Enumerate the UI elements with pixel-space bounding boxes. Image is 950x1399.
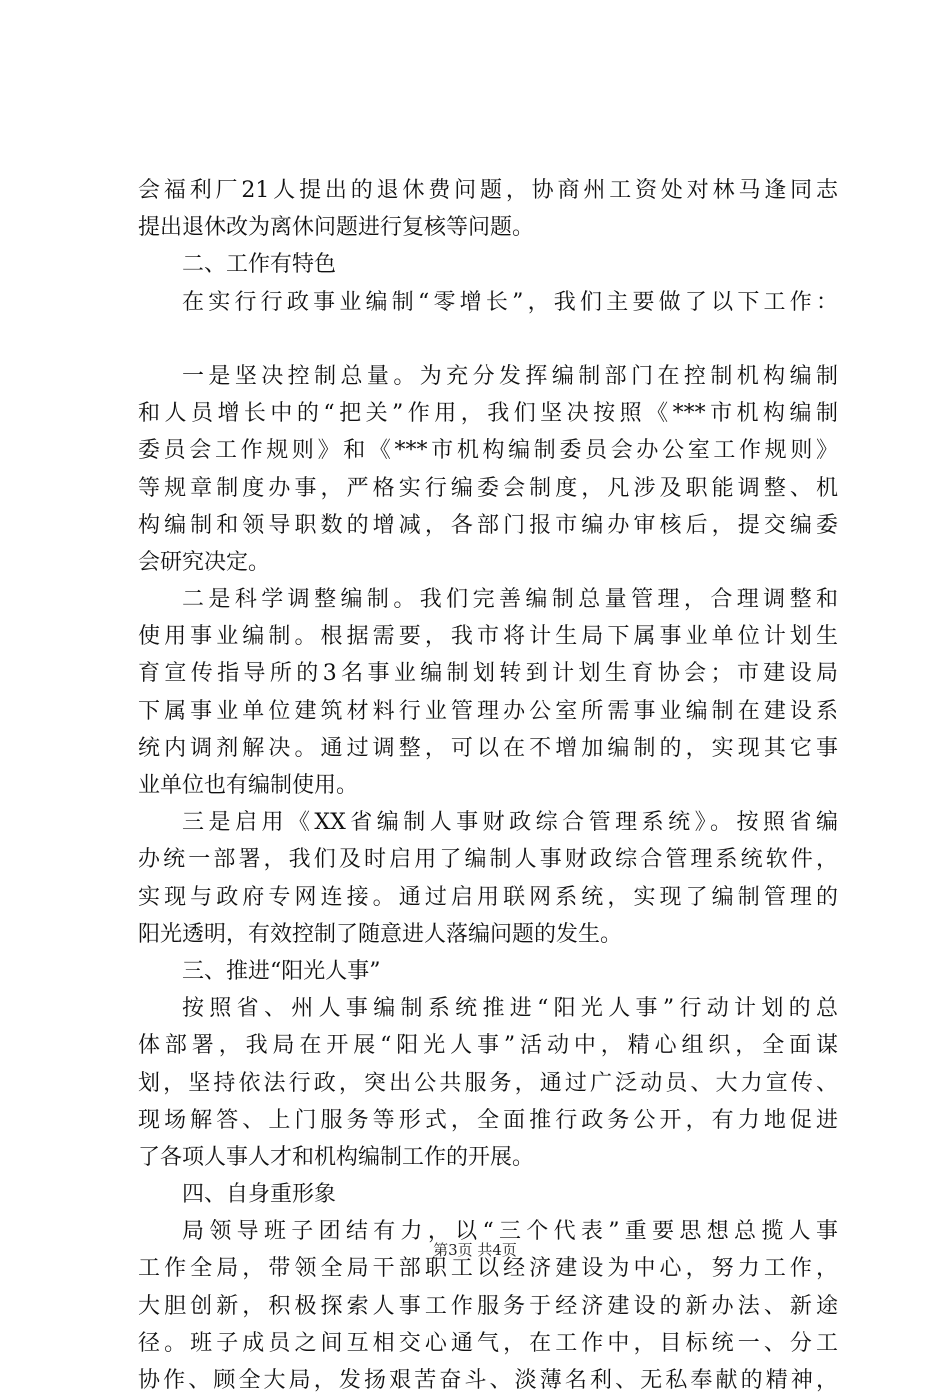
text-line: 统内调剂解决。通过调整，可以在不增加编制的，实现其它事 [138,735,838,761]
text-line: 一是坚决控制总量。为充分发挥编制部门在控制机构编制 [182,363,838,389]
text-line: 业单位也有编制使用。 [138,773,359,798]
text-line: 下属事业单位建筑材料行业管理办公室所需事业编制在建设系 [138,698,838,724]
text-line: 会研究决定。 [138,549,271,575]
text-line: 了各项人事人才和机构编制工作的开展。 [138,1144,535,1170]
text-line: 大胆创新，积极探索人事工作服务于经济建设的新办法、新途 [138,1293,838,1319]
page-footer: 第3页 共4页 [433,1241,517,1259]
text-line: 三、推进“阳光人事” [182,958,381,984]
text-line: 二、工作有特色 [182,252,337,278]
text-line: 四、自身重形象 [182,1182,337,1208]
text-line: 体部署，我局在开展“阳光人事”活动中，精心组织，全面谋 [138,1033,838,1059]
text-line: 使用事业编制。根据需要，我市将计生局下属事业单位计划生 [138,624,838,650]
text-line: 协作、顾全大局，发扬艰苦奋斗、淡薄名利、无私奉献的精神， [138,1368,838,1393]
document-body [138,172,838,1399]
text-line: 划，坚持依法行政，突出公共服务，通过广泛动员、大力宣传、 [138,1070,838,1096]
text-line: 提出退休改为离休问题进行复核等问题。 [138,215,535,241]
text-line: 育宣传指导所的3名事业编制划转到计划生育协会；市建设局 [138,661,838,687]
text-line: 阳光透明，有效控制了随意进人落编问题的发生。 [138,921,623,947]
text-line: 三是启用《XX省编制人事财政综合管理系统》。按照省编 [182,810,838,836]
text-line: 委员会工作规则》和《***市机构编制委员会办公室工作规则》 [138,438,838,464]
text-line: 构编制和领导职数的增减，各部门报市编办审核后，提交编委 [138,512,838,538]
text-line: 实现与政府专网连接。通过启用联网系统，实现了编制管理的 [138,884,838,910]
text-line: 径。班子成员之间互相交心通气，在工作中，目标统一、分工 [138,1330,838,1356]
text-line: 二是科学调整编制。我们完善编制总量管理，合理调整和 [182,587,838,613]
text-line: 等规章制度办事，严格实行编委会制度，凡涉及职能调整、机 [138,475,838,501]
text-line: 在实行行政事业编制“零增长”，我们主要做了以下工作： [182,289,838,315]
text-line: 办统一部署，我们及时启用了编制人事财政综合管理系统软件， [138,847,838,873]
text-line: 工作全局，带领全局干部职工以经济建设为中心，努力工作， [138,1256,838,1282]
text-line: 现场解答、上门服务等形式，全面推行政务公开，有力地促进 [138,1107,838,1133]
text-line: 按照省、州人事编制系统推进“阳光人事”行动计划的总 [182,996,838,1022]
text-line: 局领导班子团结有力，以“三个代表”重要思想总揽人事 [182,1219,838,1245]
blank-line [138,321,838,358]
text-line: 会福利厂21人提出的退休费问题，协商州工资处对林马逢同志 [138,178,838,203]
text-line: 和人员增长中的“把关”作用，我们坚决按照《***市机构编制 [138,401,838,427]
